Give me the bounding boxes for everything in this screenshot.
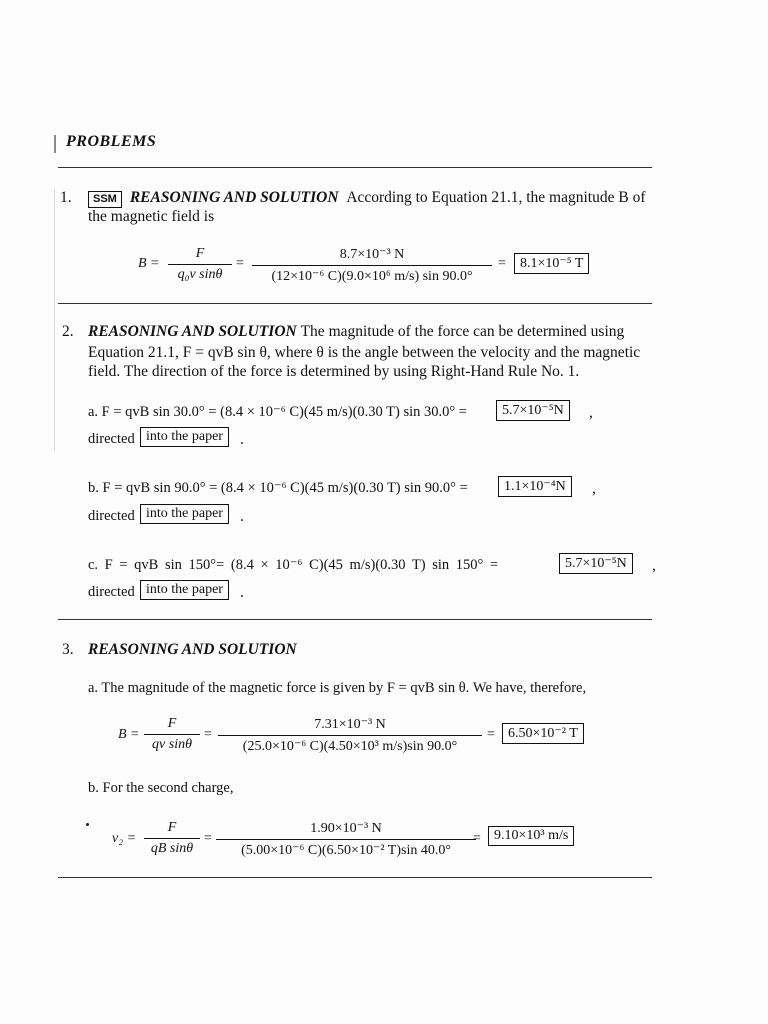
problem-2b-answer-comma: ,	[592, 480, 596, 497]
problem-2b-expression: b. F = qvB sin 90.0° = (8.4 × 10⁻⁶ C)(45 m/s)(0.30 T) sin 90.0° =	[88, 480, 468, 496]
problem-1-number: 1.	[60, 189, 72, 206]
divider	[58, 167, 652, 168]
problem-3-lead: REASONING AND SOLUTION	[88, 641, 297, 658]
p1-eq-sign: =	[236, 256, 244, 271]
margin-scan-mark	[54, 190, 55, 450]
p3b-eq-sign-2: =	[473, 831, 481, 846]
divider	[58, 877, 652, 878]
p3a-eq-lhs: B =	[118, 727, 140, 742]
p1-answer-box: 8.1×10⁻⁵ T	[514, 253, 589, 274]
problem-1-line1	[88, 188, 646, 208]
problem-2a-period: .	[240, 431, 244, 448]
p3b-f1-den: qB sinθ	[144, 838, 200, 857]
p1-f1-num: F	[195, 246, 205, 261]
problem-3-number: 3.	[62, 641, 74, 658]
problem-2b-directed-label: directed	[88, 508, 135, 524]
problem-2a-directed-label: directed	[88, 431, 135, 447]
section-title: PROBLEMS	[66, 133, 157, 150]
problem-2-number: 2.	[62, 323, 74, 340]
problem-2c-answer-comma: ,	[652, 557, 656, 574]
p3a-f1-den: qv sinθ	[144, 734, 200, 753]
divider	[58, 303, 652, 304]
problem-1-lead: REASONING AND SOLUTION	[129, 189, 339, 206]
p3b-eq-sign: =	[204, 831, 212, 846]
problem-2a-answer-box: 5.7×10⁻⁵N	[496, 400, 570, 421]
problem-2-text1: The magnitude of the force can be determined using	[300, 323, 625, 340]
problem-2c-answer-box: 5.7×10⁻⁵N	[559, 553, 633, 574]
p3a-f2-num: 7.31×10⁻³ N	[314, 717, 386, 732]
p3b-f1-num: F	[167, 820, 177, 835]
problem-2a-direction-box: into the paper	[140, 427, 229, 447]
p3a-f2-den: (25.0×10⁻⁶ C)(4.50×10³ m/s)sin 90.0°	[218, 735, 482, 755]
p1-eq-fraction-2	[252, 246, 492, 285]
problem-2-line1	[88, 322, 624, 341]
problem-2-line2: Equation 21.1, F = qvB sin θ, where θ is the angle between the velocity and the magnetic	[88, 344, 641, 361]
ssm-badge: SSM	[88, 191, 122, 208]
problem-3b-text: b. For the second charge,	[88, 780, 234, 796]
p1-eq-lhs: B =	[138, 256, 160, 271]
problem-1-line2: the magnetic field is	[88, 208, 215, 225]
problem-2c-expression: c. F = qvB sin 150°= (8.4 × 10⁻⁶ C)(45 m/s)(0.30 T) sin 150° =	[88, 557, 499, 573]
p1-f2-num: 8.7×10⁻³ N	[339, 247, 405, 262]
problem-3a-text: a. The magnitude of the magnetic force is given by F = qvB sin θ. We have, therefore,	[88, 680, 587, 696]
p3b-eq-fraction-1	[144, 820, 200, 857]
p3b-eq-lhs: v₂ =	[112, 831, 137, 846]
problem-2c-directed-label: directed	[88, 584, 135, 600]
p3a-answer-box: 6.50×10⁻² T	[502, 723, 584, 744]
problem-2b-period: .	[240, 508, 244, 525]
p3a-eq-sign: =	[204, 727, 212, 742]
p1-eq-fraction-1	[168, 246, 232, 283]
p3b-f2-num: 1.90×10⁻³ N	[310, 821, 382, 836]
problem-2-line3: field. The direction of the force is determined by using Right-Hand Rule No. 1.	[88, 363, 580, 380]
p3a-eq-fraction-1	[144, 716, 200, 753]
problem-2c-period: .	[240, 584, 244, 601]
p3b-eq-fraction-2	[216, 820, 476, 859]
divider	[58, 619, 652, 620]
stray-dot	[86, 823, 89, 826]
p3b-answer-box: 9.10×10³ m/s	[488, 826, 574, 846]
problem-2b-direction-box: into the paper	[140, 504, 229, 524]
p3a-eq-sign-2: =	[487, 727, 495, 742]
problem-2b-answer-box: 1.1×10⁻⁴N	[498, 476, 572, 497]
problem-2a-expression: a. F = qvB sin 30.0° = (8.4 × 10⁻⁶ C)(45 m/s)(0.30 T) sin 30.0° =	[88, 404, 467, 420]
problem-1-text1: According to Equation 21.1, the magnitude B of	[346, 189, 646, 206]
problem-2a-answer-comma: ,	[589, 404, 593, 421]
problem-2-lead: REASONING AND SOLUTION	[88, 323, 297, 340]
margin-scan-mark	[54, 135, 56, 153]
p1-f2-den: (12×10⁻⁶ C)(9.0×10⁶ m/s) sin 90.0°	[252, 265, 492, 285]
p1-f1-den: q₀v sinθ	[168, 264, 232, 283]
p3b-f2-den: (5.00×10⁻⁶ C)(6.50×10⁻² T)sin 40.0°	[216, 839, 476, 859]
p3a-eq-fraction-2	[218, 716, 482, 755]
p3a-f1-num: F	[167, 716, 177, 731]
p1-eq-sign-2: =	[498, 256, 506, 271]
problem-2c-direction-box: into the paper	[140, 580, 229, 600]
